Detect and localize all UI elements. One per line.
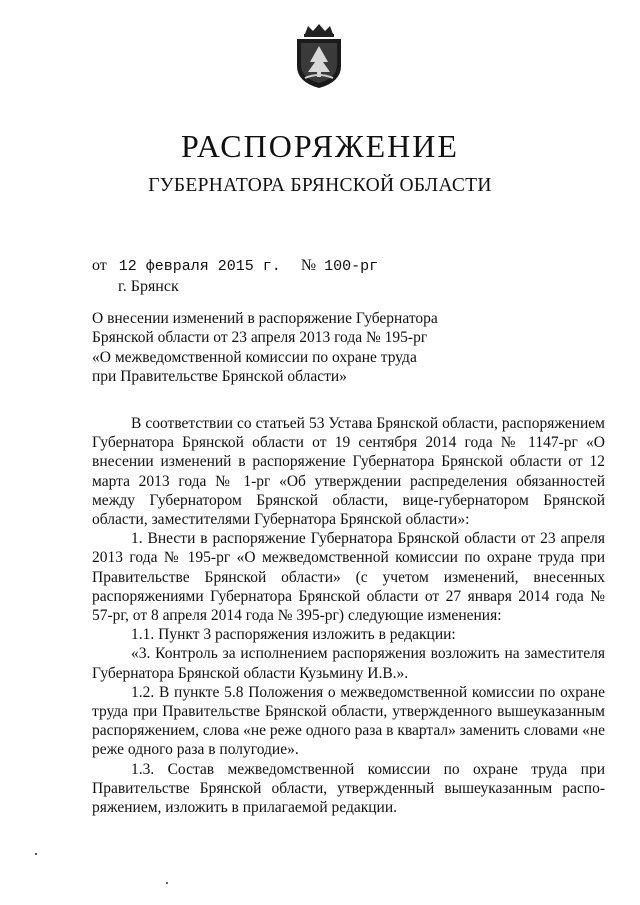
clause-paragraph: 1. Внести в распоряжение Губернатора Брянской области от 23 апреля 2013 года № 195-рг «О межведомственной комиссии по охране труда при Правительстве Брянской области» (с учетом изменений, внесенных распоряжениями Губернатора Брянской области от 27 января 2014 года № 57-рг, от 8 апреля 2014 года № 395-рг) следующие изменения: — [92, 530, 605, 625]
document-city: г. Брянск — [118, 278, 179, 295]
subject-line: «О межведомственной комиссии по охране труда — [92, 348, 417, 366]
document-subtitle: ГУБЕРНАТОРА БРЯНСКОЙ ОБЛАСТИ — [148, 175, 492, 196]
number-label: № — [300, 257, 317, 274]
document-body — [92, 414, 605, 817]
clause-paragraph: 1.2. В пункте 5.8 Положения о межведомственной комиссии по охране труда при Правительстве Брянской области, утвержденного вышеуказанным распоряжением, слова «не реже одного раза в квартал» заменить словами «не реже одного раза в полугодие». — [92, 683, 605, 759]
from-label: от — [92, 257, 107, 274]
subject-line: Брянской области от 23 апреля 2013 года № 195-рг — [92, 329, 428, 347]
scan-speck — [35, 853, 37, 855]
subject-line: О внесении изменений в распоряжение Губернатора — [92, 310, 438, 327]
clause-paragraph: 1.3. Состав межведомственной комиссии по охране труда при Правительстве Брянской области, утвержденный вышеуказанным распоряжением, изложить в прилагаемой редакции. — [92, 760, 605, 817]
document-number: 100-рг — [324, 258, 379, 275]
clause-paragraph: 1.1. Пункт 3 распоряжения изложить в редакции: — [131, 626, 456, 644]
subject-line: при Правительстве Брянской области» — [92, 367, 347, 385]
document-title: РАСПОРЯЖЕНИЕ — [181, 128, 459, 164]
scan-speck — [166, 882, 168, 884]
coat-of-arms-icon — [291, 22, 347, 90]
clause-paragraph: «3. Контроль за исполнением распоряжения возложить на заместителя Губернатора Брянской области Кузьмину И.В.». — [92, 645, 605, 682]
document-subject — [92, 309, 438, 386]
date-number-line — [92, 256, 378, 277]
document-date: 12 февраля 2015 г. — [118, 258, 281, 275]
preamble-paragraph: В соответствии со статьей 53 Устава Брянской области, распоряжением Губернатора Брянской области от 19 сентября 2014 года № 1147-рг «О внесении изменений в распоряжение Губернатора Брянской области от 12 марта 2013 года № 1-рг «Об утверждении распределения обязанностей между Губернатором Брянской области, вице-губернатором Брянской области, заместителями Губернатора Брянской области»: — [92, 415, 605, 529]
